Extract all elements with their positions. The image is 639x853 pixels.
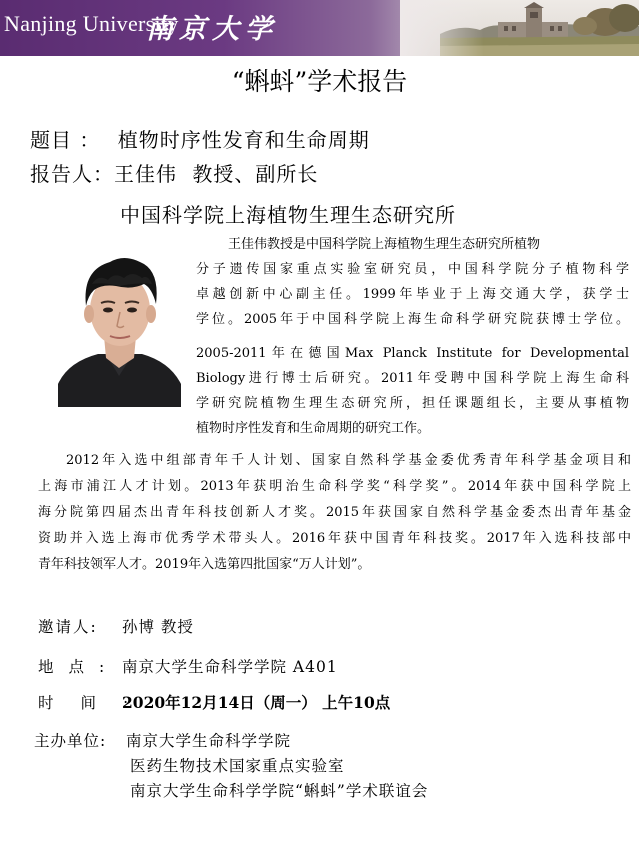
time-value: 2020年12月14日（周一） 上午10点 [122,693,391,712]
venue-label: 地点: [38,658,120,676]
bio-line: 王佳伟教授是中国科学院上海植物生理生态研究所植物 [228,237,541,252]
report-title: “蝌蚪”学术报告 [231,67,408,96]
bio-line: 资助并入选上海市优秀学术带头人。2016年获中国青年科技奖。2017年入选科技部中 [38,531,631,546]
speaker-portrait [58,244,181,407]
host-organization: 南京大学生命科学学院“蝌蚪”学术联谊会 [130,782,429,800]
university-chinese-calligraphy: 南京大学 [146,14,278,45]
bio-line: 卓越创新中心副主任。1999年毕业于上海交通大学，获学士 [196,287,629,302]
bio-line: 海分院第四届杰出青年科技创新人才奖。2015年获国家自然科学基金委杰出青年基金 [38,505,631,520]
bio-line: 学研究院植物生理生态研究所，担任课题组长，主要从事植物 [196,396,629,411]
time-label: 时间: [38,694,156,712]
bio-line: 植物时序性发育和生命周期的研究工作。 [196,421,431,436]
speaker-titles: 教授、副所长 [192,162,319,186]
bio-line: 分子遗传国家重点实验室研究员，中国科学院分子植物科学 [196,262,629,277]
bio-line: 青年科技领军人才。2019年入选第四批国家“万人计划”。 [38,557,371,572]
speaker-label: 报告人： [30,162,114,186]
bio-line: 上海市浦江人才计划。2013年获明治生命科学奖“科学奖”。2014年获中国科学院上 [38,479,631,494]
bio-line: 学位。2005年于中国科学院上海生命科学研究院获博士学位。 [196,312,629,327]
bio-line: 2005-2011年在德国Max Planck Institute for Developmental [196,346,629,361]
inviter-value: 孙博 教授 [122,618,194,636]
topic-value: 植物时序性发育和生命周期 [117,128,370,152]
host-label: 主办单位: [34,732,107,750]
speaker-name: 王佳伟 [114,162,177,186]
speaker-institute: 中国科学院上海植物生理生态研究所 [120,203,456,227]
topic-line [30,124,370,153]
campus-photo [400,0,639,56]
inviter-label: 邀请人: [38,618,98,636]
bio-line: 2012年入选中组部青年千人计划、国家自然科学基金委优秀青年科学基金项目和 [66,453,631,468]
speaker-line [30,158,318,187]
venue-value: 南京大学生命科学学院 A401 [122,658,338,676]
university-banner [0,0,639,56]
host-organization: 南京大学生命科学学院 [126,732,292,750]
university-english-name: Nanjing University [4,11,179,36]
bio-line: Biology进行博士后研究。2011年受聘中国科学院上海生命科 [196,371,629,386]
host-organization: 医药生物技术国家重点实验室 [130,757,345,775]
topic-label: 题目 ： [30,128,101,152]
